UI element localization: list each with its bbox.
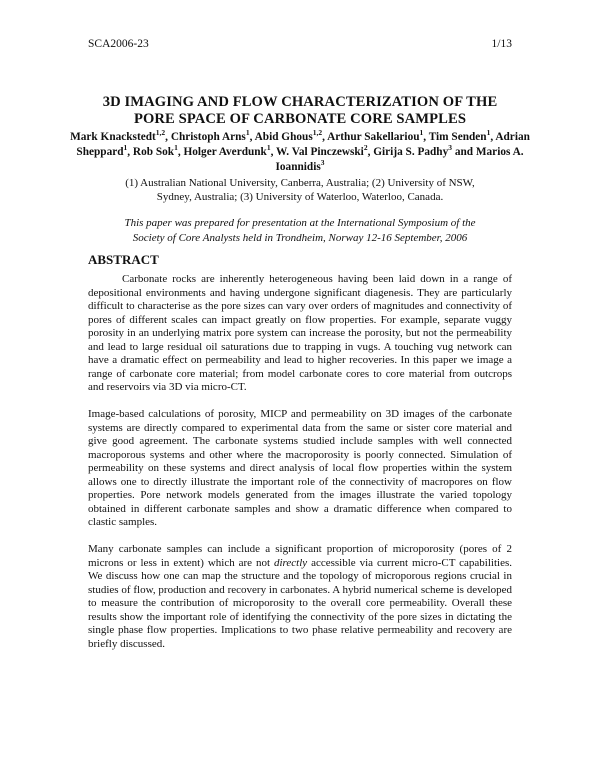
- paper-id: SCA2006-23: [88, 38, 149, 50]
- author-name: Holger Averdunk: [183, 145, 267, 158]
- p3-text-before: Many carbonate samples can include a significant proportion of microporosity (pores of 2 microns or less in extent) which are not: [88, 543, 512, 569]
- author-separator: ,: [165, 131, 171, 143]
- paper-title: [60, 94, 540, 128]
- abstract-paragraph-1: Carbonate rocks are inherently heterogeneous having been laid down in a range of depositional environments and having undergone significant diagenesis. They are particularly difficult to characterise as the pore sizes can vary over orders of magnitudes and connectivity of pores of different scales can impact greatly on flow properties. For example, separate vuggy porosity in an underlying matrix pore system can increase the porosity, but not the permeability and lead to large residual oil saturations due to trapping in vugs. A touching vug network can have a dramatic effect on permeability and lead to higher recoveries. In this paper we image a range of carbonate core material; from model carbonate cores to core material from outcrops and reservoirs via 3D via micro-CT.: [88, 273, 512, 394]
- author-name: Marios A. Ioannidis: [275, 145, 524, 173]
- p3-text-after: accessible via current micro-CT capabilities. We discuss how one can map the structure and the topology of microporous regions crucial in studies of flow, production and recovery in carbonates. A hybrid numerical scheme is developed to measure the contribution of microporosity to the overall core permeability. Overall these results show the important role of identifying the connectivity of the pore sizes in dictating the single phase flow properties. Implications to two phase relative permeability and recovery are briefly discussed.: [88, 556, 512, 650]
- author-name: Abid Ghous: [254, 131, 313, 143]
- author-separator: ,: [127, 145, 133, 158]
- author-affiliation-marker: 3: [448, 143, 452, 153]
- running-header: [88, 38, 512, 50]
- note-line-2: Society of Core Analysts held in Trondheim, Norway 12-16 September, 2006: [132, 231, 468, 244]
- author-affiliation-marker: 1: [486, 128, 491, 138]
- author-separator: ,: [322, 131, 328, 143]
- author-separator: ,: [270, 145, 277, 158]
- affiliation-line-1: (1) Australian National University, Canberra, Australia; (2) University of NSW,: [125, 177, 475, 189]
- author-name: Rob Sok: [132, 145, 175, 158]
- author-name: Mark Knackstedt: [70, 131, 156, 143]
- presentation-note: [98, 216, 502, 245]
- author-name: Tim Senden: [428, 131, 487, 143]
- author-separator: ,: [367, 145, 374, 158]
- note-line-1: This paper was prepared for presentation at the International Symposium of the: [124, 217, 476, 229]
- author-affiliation-marker: 2: [363, 143, 368, 153]
- author-affiliation-marker: 1: [123, 143, 128, 153]
- author-affiliation-marker: 1: [174, 143, 178, 153]
- p3-emphasis: directly: [273, 556, 308, 569]
- author-name: Christoph Arns: [170, 131, 246, 143]
- author-name: Adrian Sheppard: [76, 131, 530, 158]
- affiliation-line-2: Sydney, Australia; (3) University of Waterloo, Waterloo, Canada.: [156, 191, 444, 203]
- author-affiliation-marker: 1: [419, 128, 424, 138]
- author-name: Girija S. Padhy: [373, 145, 449, 158]
- affiliations: [90, 176, 510, 204]
- author-name: W. Val Pinczewski: [276, 145, 364, 158]
- title-line-2: PORE SPACE OF CARBONATE CORE SAMPLES: [133, 111, 467, 127]
- abstract-heading: ABSTRACT: [88, 252, 159, 267]
- author-name: Arthur Sakellariou: [327, 131, 420, 143]
- author-separator: ,: [490, 131, 496, 143]
- title-line-1: 3D IMAGING AND FLOW CHARACTERIZATION OF THE: [102, 94, 498, 110]
- author-separator: and: [452, 145, 476, 158]
- page-number: 1/13: [491, 38, 512, 50]
- author-list: [70, 130, 530, 174]
- author-affiliation-marker: 3: [320, 157, 325, 167]
- author-affiliation-marker: 1: [245, 128, 250, 138]
- abstract-paragraph-3: [88, 543, 512, 651]
- author-affiliation-marker: 1,2: [155, 128, 166, 138]
- author-affiliation-marker: 1,2: [312, 128, 323, 138]
- abstract-paragraph-2: Image-based calculations of porosity, MICP and permeability on 3D images of the carbonate systems are directly compared to experimental data from the same or sister core material and give good agreement. The carbonate systems studied include samples with well connected macroporous systems and other where the macroporosity is poorly connected. Simulation of permeability on these systems and direct analysis of local flow properties within the system allows one to directly illustrate the important role of the connectivity of macropores on flow properties. Pore network models generated from the images illustrate the varied topology obtained in different carbonate samples and show a dramatic difference when compared to clastic samples.: [88, 408, 512, 529]
- author-separator: ,: [249, 131, 255, 143]
- author-separator: ,: [177, 145, 184, 158]
- author-affiliation-marker: 1: [266, 143, 271, 153]
- author-separator: ,: [423, 131, 429, 143]
